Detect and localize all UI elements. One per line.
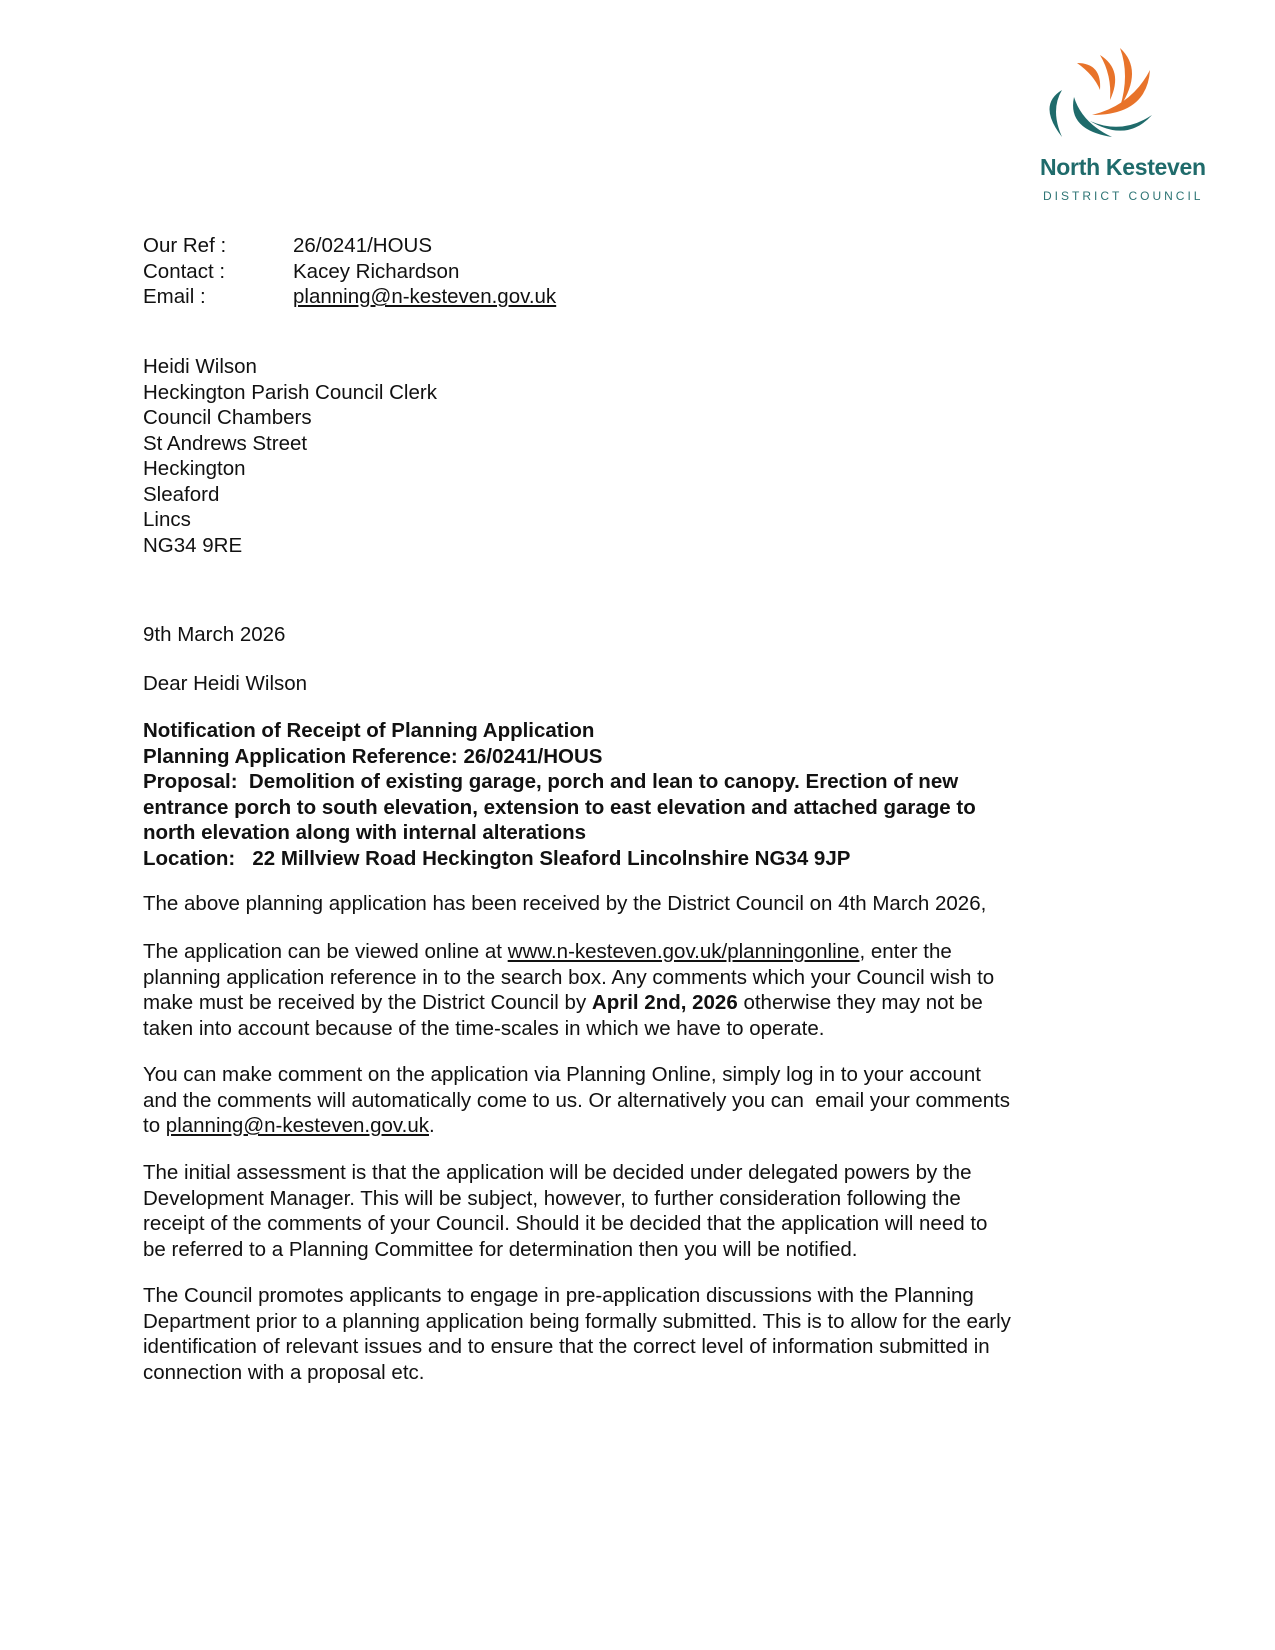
text: to bbox=[143, 1114, 166, 1137]
planning-online-link[interactable]: www.n-kesteven.gov.uk/planningonline bbox=[507, 940, 860, 963]
text: make must be received by the District Council by bbox=[143, 991, 592, 1014]
text-line: connection with a proposal etc. bbox=[143, 1360, 425, 1384]
text: taken into account because of the time-scales in which we have to operate. bbox=[143, 1016, 825, 1040]
swirl-logo-icon bbox=[1032, 45, 1172, 150]
heading-line: Notification of Receipt of Planning Application bbox=[143, 719, 595, 742]
contact-label: Contact : bbox=[143, 259, 226, 283]
heading-line: Proposal: Demolition of existing garage, porch and lean to canopy. Erection of new bbox=[143, 770, 959, 793]
paragraph-comment bbox=[143, 1062, 1010, 1139]
address-line: Heckington bbox=[143, 457, 246, 480]
salutation: Dear Heidi Wilson bbox=[143, 672, 308, 695]
text-line: identification of relevant issues and to ensure that the correct level of information submitted in bbox=[143, 1335, 990, 1358]
logo-name: North Kesteven bbox=[1040, 154, 1206, 180]
address-line: Lincs bbox=[143, 508, 191, 531]
paragraph-assessment bbox=[143, 1160, 987, 1262]
address-line: Sleaford bbox=[143, 482, 220, 506]
email-link[interactable]: planning@n-kesteven.gov.uk bbox=[293, 285, 557, 308]
heading-line: Planning Application Reference: 26/0241/HOUS bbox=[143, 744, 603, 768]
text: . bbox=[428, 1114, 435, 1137]
text-line: Department prior to a planning application being formally submitted. This is to allow for the early bbox=[143, 1309, 1011, 1333]
ref-value: 26/0241/HOUS bbox=[293, 234, 433, 257]
paragraph-received: The above planning application has been received by the District Council on 4th March 2026, bbox=[143, 892, 987, 915]
heading-line: north elevation along with internal alterations bbox=[143, 821, 587, 844]
email-comments-link[interactable]: planning@n-kesteven.gov.uk bbox=[165, 1114, 429, 1137]
text: planning application reference in to the search box. Any comments which your Council wish to bbox=[143, 965, 995, 989]
ref-label: Our Ref : bbox=[143, 234, 227, 257]
text: , enter the bbox=[859, 940, 952, 963]
address-line: NG34 9RE bbox=[143, 533, 243, 557]
text-line: The Council promotes applicants to engage in pre-application discussions with the Planning bbox=[143, 1284, 974, 1307]
text-line: The initial assessment is that the application will be decided under delegated powers by the bbox=[143, 1161, 972, 1184]
text: otherwise they may not be bbox=[737, 991, 983, 1014]
logo-subtitle: DISTRICT COUNCIL bbox=[1043, 189, 1204, 203]
text-line: be referred to a Planning Committee for determination then you will be notified. bbox=[143, 1237, 858, 1261]
text: You can make comment on the application via Planning Online, simply log in to your account bbox=[143, 1063, 981, 1086]
address-line: St Andrews Street bbox=[143, 431, 308, 455]
contact-value: Kacey Richardson bbox=[293, 259, 460, 283]
text-line: receipt of the comments of your Council. Should it be decided that the application will need to bbox=[143, 1212, 988, 1235]
text: The application can be viewed online at bbox=[143, 940, 508, 963]
paragraph-pre-application bbox=[143, 1283, 1011, 1385]
address-line: Heidi Wilson bbox=[143, 355, 257, 378]
deadline-date: April 2nd, 2026 bbox=[591, 991, 738, 1014]
address-line: Heckington Parish Council Clerk bbox=[143, 380, 437, 404]
text: and the comments will automatically come to us. Or alternatively you can email your comments bbox=[143, 1088, 1011, 1112]
heading-line: Location: 22 Millview Road Heckington Sleaford Lincolnshire NG34 9JP bbox=[143, 846, 851, 870]
application-heading bbox=[143, 718, 976, 871]
reference-block bbox=[143, 233, 556, 310]
heading-line: entrance porch to south elevation, extension to east elevation and attached garage to bbox=[143, 795, 976, 819]
letter-date: 9th March 2026 bbox=[143, 623, 286, 646]
recipient-address bbox=[143, 354, 437, 558]
email-label: Email : bbox=[143, 285, 206, 308]
address-line: Council Chambers bbox=[143, 406, 312, 429]
text-line: Development Manager. This will be subject, however, to further consideration following the bbox=[143, 1186, 961, 1210]
paragraph-view-online bbox=[143, 939, 994, 1041]
